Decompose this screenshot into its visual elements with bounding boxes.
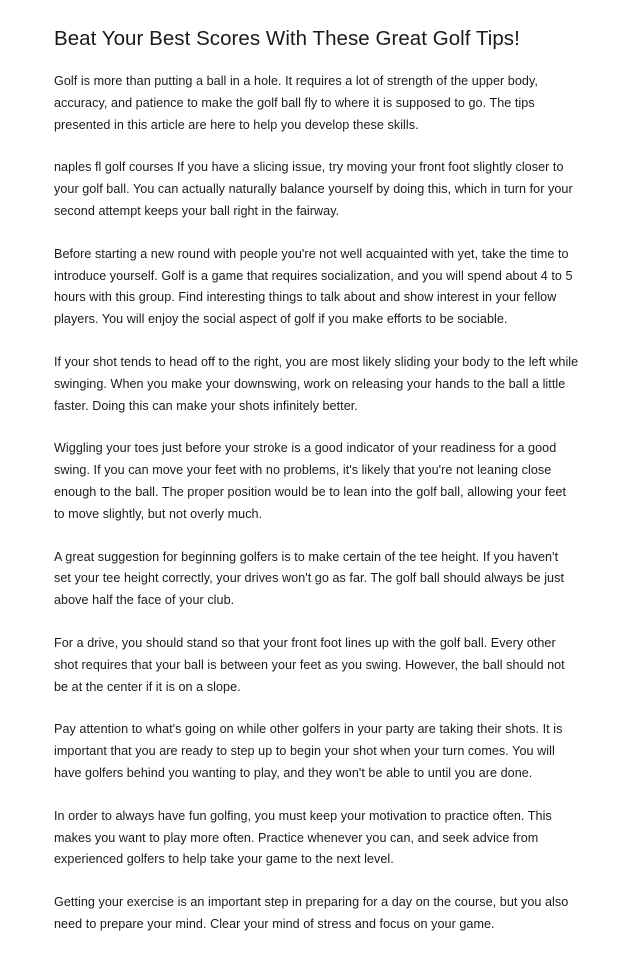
paragraph-line: introduce yourself. Golf is a game that requires socialization, and you will spend about 4 to 5: [54, 268, 573, 283]
document-title: Beat Your Best Scores With These Great Golf Tips!: [54, 27, 520, 50]
body-paragraph: [54, 633, 588, 698]
body-paragraph: [54, 719, 588, 784]
paragraph-line: to move slightly, but not overly much.: [54, 506, 263, 521]
paragraph-line: enough to the ball. The proper position would be to lean into the golf ball, allowing your feet: [54, 484, 567, 499]
paragraph-line: swing. If you can move your feet with no problems, it's likely that you're not leaning close: [54, 463, 552, 478]
paragraph-line: important that you are ready to step up to begin your shot when your turn comes. You will: [54, 744, 555, 759]
paragraph-line: Pay attention to what's going on while other golfers in your party are taking their shots. It is: [54, 722, 563, 737]
body-paragraph: [54, 547, 588, 612]
body-paragraph: [54, 157, 588, 222]
document-page: [54, 26, 588, 957]
paragraph-line: experienced golfers to help take your game to the next level.: [54, 852, 394, 867]
paragraph-line: faster. Doing this can make your shots infinitely better.: [54, 398, 358, 413]
paragraph-line: be at the center if it is on a slope.: [54, 679, 241, 694]
paragraph-line: second attempt keeps your ball right in the fairway.: [54, 203, 340, 218]
paragraph-line: Before starting a new round with people you're not well acquainted with yet, take the time to: [54, 246, 569, 261]
body-paragraph: [54, 438, 588, 525]
paragraph-line: hours with this group. Find interesting things to talk about and show interest in your fellow: [54, 290, 557, 305]
paragraph-line: accuracy, and patience to make the golf ball fly to where it is supposed to go. The tips: [54, 95, 535, 110]
paragraph-line: players. You will enjoy the social aspect of golf if you make efforts to be sociable.: [54, 312, 508, 327]
paragraph-line: Wiggling your toes just before your stroke is a good indicator of your readiness for a good: [54, 441, 557, 456]
body-paragraph: [54, 806, 588, 871]
paragraph-line: makes you want to play more often. Practice whenever you can, and seek advice from: [54, 830, 539, 845]
paragraph-line: naples fl golf courses If you have a slicing issue, try moving your front foot slightly closer to: [54, 160, 564, 175]
paragraph-line: need to prepare your mind. Clear your mind of stress and focus on your game.: [54, 916, 495, 931]
paragraph-line: For a drive, you should stand so that your front foot lines up with the golf ball. Every other: [54, 635, 556, 650]
paragraph-line: A great suggestion for beginning golfers is to make certain of the tee height. If you haven't: [54, 549, 559, 564]
paragraph-line: above half the face of your club.: [54, 593, 235, 608]
paragraph-line: presented in this article are here to help you develop these skills.: [54, 117, 419, 132]
paragraph-line: have golfers behind you wanting to play, and they won't be able to until you are done.: [54, 765, 533, 780]
body-paragraph: [54, 244, 588, 331]
paragraph-line: swinging. When you make your downswing, work on releasing your hands to the ball a little: [54, 376, 566, 391]
body-paragraph: [54, 71, 588, 136]
body-paragraph: [54, 892, 588, 936]
paragraph-line: In order to always have fun golfing, you must keep your motivation to practice often. This: [54, 808, 552, 823]
paragraph-line: If your shot tends to head off to the right, you are most likely sliding your body to the left while: [54, 354, 579, 369]
paragraph-line: your golf ball. You can actually naturally balance yourself by doing this, which in turn for your: [54, 182, 573, 197]
paragraph-line: Getting your exercise is an important step in preparing for a day on the course, but you also: [54, 895, 569, 910]
document-body: [54, 71, 588, 936]
paragraph-line: shot requires that your ball is between your feet as you swing. However, the ball should not: [54, 657, 565, 672]
body-paragraph: [54, 352, 588, 417]
paragraph-line: set your tee height correctly, your drives won't go as far. The golf ball should always be just: [54, 571, 564, 586]
paragraph-line: Golf is more than putting a ball in a hole. It requires a lot of strength of the upper body,: [54, 74, 538, 88]
